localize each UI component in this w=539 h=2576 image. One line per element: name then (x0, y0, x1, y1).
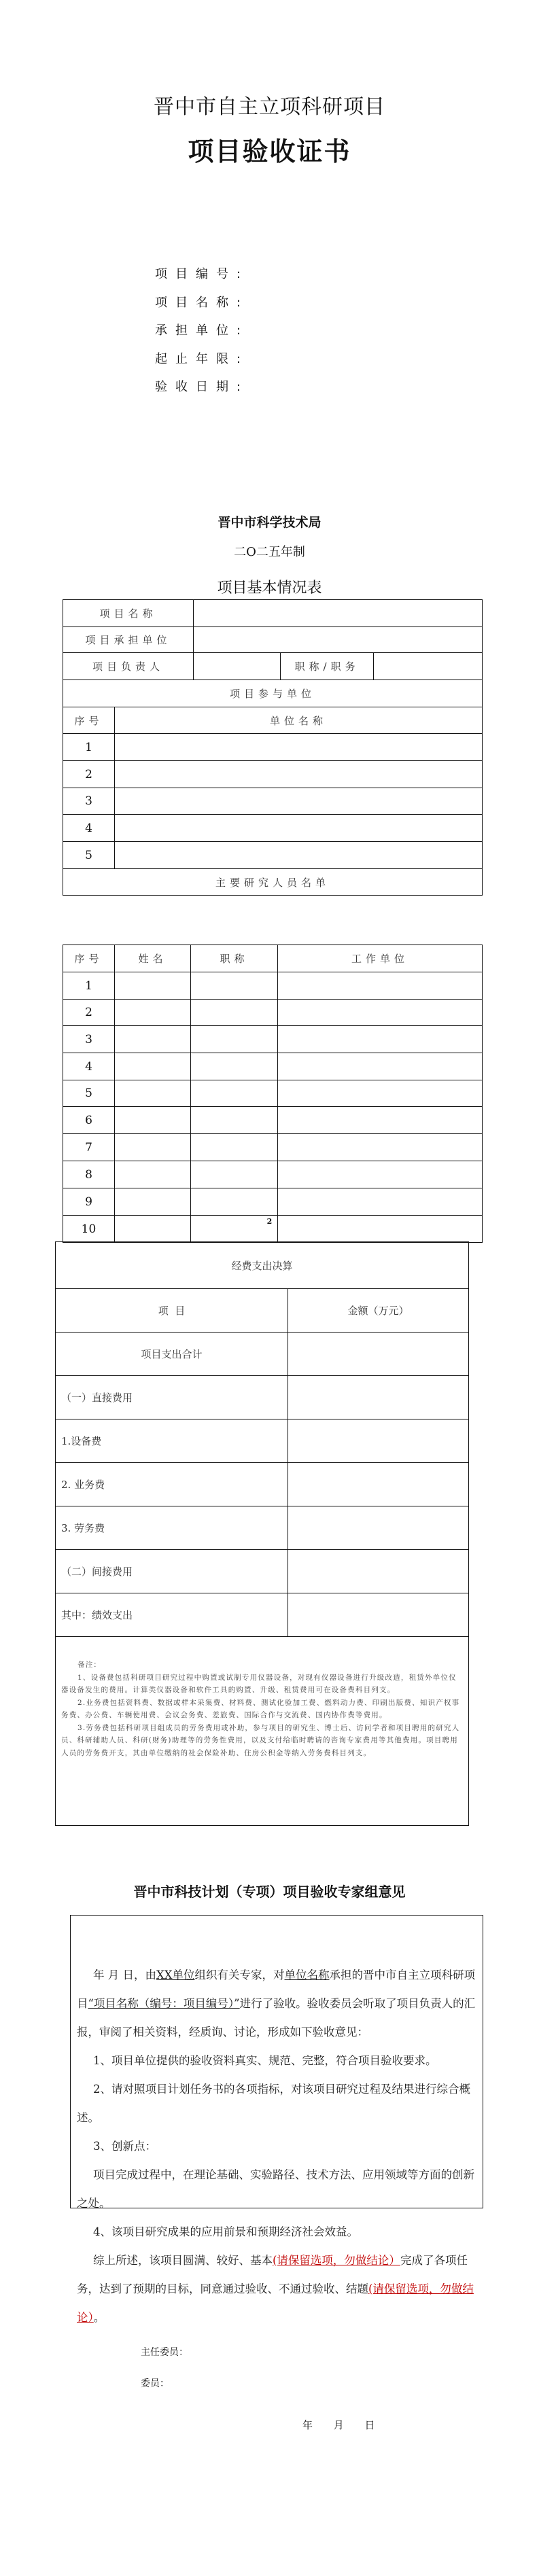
unit-name-cell[interactable] (115, 842, 483, 869)
item-label: 其中：绩效支出 (56, 1593, 288, 1637)
keep-options-note: (请保留选项，勿做结论） (77, 2282, 474, 2324)
member-signature-label: 委员： (141, 2378, 169, 2389)
name-cell[interactable] (115, 1134, 191, 1161)
staff-row (63, 1026, 483, 1053)
participant-row (63, 734, 483, 761)
expenditure-row (56, 1550, 469, 1593)
name-cell[interactable] (115, 1080, 191, 1107)
title-cell[interactable] (191, 1000, 278, 1026)
staff-header: 主要研究人员名单 (63, 869, 483, 896)
amount-cell[interactable] (288, 1593, 469, 1637)
amount-cell[interactable] (288, 1333, 469, 1376)
seq: 5 (63, 842, 115, 869)
col-workplace: 工作单位 (278, 945, 483, 972)
item-label: （二）间接费用 (56, 1550, 288, 1593)
unit-name-cell[interactable] (115, 788, 483, 815)
label-leader: 项目负责人 (63, 653, 194, 680)
seq: 4 (63, 1053, 115, 1080)
title-cell[interactable] (191, 1026, 278, 1053)
field-undertaking-unit (155, 321, 249, 338)
col-amount: 金额（万元） (288, 1289, 469, 1333)
opinion-title: 晋中市科技计划（专项）项目验收专家组意见 (133, 1884, 406, 1900)
workplace-cell[interactable] (278, 1000, 483, 1026)
intro-text: 年 月 日，由 (93, 1969, 156, 1981)
expenditure-row (56, 1333, 469, 1376)
value-project-unit[interactable] (194, 627, 483, 653)
workplace-cell[interactable] (278, 1026, 483, 1053)
seq: 7 (63, 1134, 115, 1161)
unit-name-cell[interactable] (115, 761, 483, 788)
row-project-name (63, 600, 483, 627)
participant-row (63, 761, 483, 788)
title-cell[interactable] (191, 1080, 278, 1107)
staff-row (63, 1000, 483, 1026)
seq: 9 (63, 1188, 115, 1216)
workplace-cell[interactable] (278, 1053, 483, 1080)
intro-text: 组织有关专家，对 (194, 1969, 285, 1981)
title-cell[interactable] (191, 1161, 278, 1188)
org-placeholder[interactable]: XX单位 (156, 1969, 195, 1981)
intro-text: 进行了验收。验收委员会听取了项目负责人的汇报，审阅了相关资料，经质询、讨论，形成如下验收意见： (77, 1997, 476, 2039)
staff-row (63, 972, 483, 1000)
summary-text: 完成了各项任务，达到了预期的目标，同意通过验收、不通过验收、结题 (77, 2254, 468, 2295)
expenditure-row (56, 1376, 469, 1419)
col-unit-name: 单位名称 (115, 707, 483, 734)
point-3-body: 项目完成过程中，在理论基础、实验路径、技术方法、应用领域等方面的创新之处。 (77, 2168, 474, 2210)
staff-table (63, 945, 483, 1243)
field-period (155, 349, 249, 367)
label-project-unit: 项目承担单位 (63, 627, 194, 653)
signature-date: 年 月 日 (302, 2419, 375, 2431)
staff-row (63, 1107, 483, 1134)
field-label: 验收日期: (155, 380, 249, 394)
name-cell[interactable] (115, 972, 191, 1000)
field-label: 项目编号: (155, 267, 249, 281)
name-cell[interactable] (115, 1000, 191, 1026)
item-label: 2. 业务费 (56, 1463, 288, 1506)
amount-cell[interactable] (288, 1463, 469, 1506)
seq: 10 (63, 1216, 115, 1243)
basic-info-table (63, 599, 483, 896)
col-seq: 序号 (63, 707, 115, 734)
note-2: 2.业务费包括资料费、数据或样本采集费、材料费、测试化验加工费、燃料动力费、印刷出版费、知识产权事务费、办公费、车辆使用费、会议会务费、差旅费、国际合作与交流费、国内协作费等费用。 (61, 1698, 460, 1719)
col-name: 姓名 (115, 945, 191, 972)
col-item: 项 目 (56, 1289, 288, 1333)
seq: 3 (63, 788, 115, 815)
item-label: （一）直接费用 (56, 1376, 288, 1419)
basic-info-title: 项目基本情况表 (217, 580, 322, 597)
notes-title: 备注： (77, 1661, 102, 1669)
opinion-body (77, 1961, 478, 2332)
workplace-cell[interactable] (278, 1188, 483, 1216)
participants-col-row (63, 707, 483, 734)
seq: 3 (63, 1026, 115, 1053)
expenditure-row (56, 1506, 469, 1550)
project-placeholder[interactable]: “项目名称（编号：项目编号）” (88, 1997, 240, 2010)
value-project-name[interactable] (194, 600, 483, 627)
point-4: 4、该项目研究成果的应用前景和预期经济社会效益。 (93, 2225, 358, 2238)
chair-signature-label: 主任委员： (141, 2347, 188, 2358)
name-cell[interactable] (115, 1188, 191, 1216)
workplace-cell[interactable] (278, 1134, 483, 1161)
page-number: 2 (266, 1217, 273, 1226)
seq: 6 (63, 1107, 115, 1134)
seq: 4 (63, 815, 115, 842)
expenditure-col-row (56, 1289, 469, 1333)
title-cell[interactable] (191, 1134, 278, 1161)
field-acceptance-date (155, 377, 249, 395)
point-2: 2、请对照项目计划任务书的各项指标，对该项目研究过程及结果进行综合概述。 (77, 2083, 470, 2124)
intro-text: 承担的晋中市自主立项科研项目 (77, 1969, 475, 2010)
amount-cell[interactable] (288, 1376, 469, 1419)
workplace-cell[interactable] (278, 972, 483, 1000)
notes-cell (56, 1637, 469, 1826)
row-project-unit (63, 627, 483, 653)
notes-row (56, 1637, 469, 1826)
item-label: 1.设备费 (56, 1419, 288, 1463)
unit-placeholder[interactable]: 单位名称 (284, 1969, 330, 1981)
expenditure-row (56, 1419, 469, 1463)
item-label: 3. 劳务费 (56, 1506, 288, 1550)
title-cell[interactable] (191, 1188, 278, 1216)
staff-row (63, 1188, 483, 1216)
field-label: 起止年限: (155, 352, 249, 366)
seq: 1 (63, 972, 115, 1000)
expenditure-title-row (56, 1242, 469, 1289)
expenditure-row (56, 1593, 469, 1637)
expenditure-row (56, 1463, 469, 1506)
unit-name-cell[interactable] (115, 815, 483, 842)
point-1: 1、项目单位提供的验收资料真实、规范、完整，符合项目验收要求。 (93, 2054, 437, 2067)
workplace-cell[interactable] (278, 1107, 483, 1134)
expenditure-title: 经费支出决算 (56, 1242, 469, 1289)
issuer: 晋中市科学技术局 (218, 515, 321, 530)
keep-options-note: (请保留选项，勿做结论） (273, 2254, 400, 2267)
unit-name-cell[interactable] (115, 734, 483, 761)
value-title-position[interactable] (374, 653, 483, 680)
field-label: 项目名称: (155, 296, 249, 310)
title-cell[interactable] (191, 1053, 278, 1080)
field-label: 承担单位: (155, 323, 249, 338)
amount-cell[interactable] (288, 1550, 469, 1593)
participants-header-row (63, 680, 483, 707)
cover-title: 项目验收证书 (188, 137, 351, 166)
seq: 5 (63, 1080, 115, 1107)
expenditure-table (55, 1241, 469, 1826)
field-project-number (155, 264, 249, 282)
workplace-cell[interactable] (278, 1161, 483, 1188)
participant-row (63, 842, 483, 869)
participants-header: 项目参与单位 (63, 680, 483, 707)
name-cell[interactable] (115, 1161, 191, 1188)
label-title-position: 职称/职务 (281, 653, 374, 680)
opinion-intro (77, 1961, 478, 2047)
col-seq: 序号 (63, 945, 115, 972)
staff-col-row (63, 945, 483, 972)
cover-subtitle: 晋中市自主立项科研项目 (154, 95, 385, 119)
seq: 8 (63, 1161, 115, 1188)
staff-row (63, 1161, 483, 1188)
item-label: 项目支出合计 (56, 1333, 288, 1376)
title-cell[interactable] (191, 1107, 278, 1134)
issue-year: 二O二五年制 (234, 545, 305, 559)
col-title: 职称 (191, 945, 278, 972)
title-cell[interactable] (191, 972, 278, 1000)
seq: 2 (63, 761, 115, 788)
label-project-name: 项目名称 (63, 600, 194, 627)
workplace-cell[interactable] (278, 1080, 483, 1107)
name-cell[interactable] (115, 1026, 191, 1053)
summary-text: 综上所述，该项目圆满、较好、基本 (93, 2254, 273, 2267)
note-3: 3.劳务费包括科研项目组成员的劳务费用或补助，参与项目的研究生、博士后、访问学者和项目聘用的研究人员、科研辅助人员、科研(财务)助理等的劳务性费用，以及支付给临时聘请的咨询专家费用等其他费用。项目聘用人员的劳务费开支，其由单位缴纳的社会保险补助、住房公积金等纳入劳务费科目列支。 (61, 1723, 460, 1757)
staff-row (63, 1053, 483, 1080)
participant-row (63, 788, 483, 815)
summary (77, 2246, 478, 2332)
field-project-name (155, 293, 249, 311)
name-cell[interactable] (115, 1107, 191, 1134)
seq: 2 (63, 1000, 115, 1026)
staff-header-row (63, 869, 483, 896)
amount-cell[interactable] (288, 1419, 469, 1463)
seq: 1 (63, 734, 115, 761)
summary-end: 。 (93, 2311, 105, 2324)
row-leader (63, 653, 483, 680)
staff-row (63, 1134, 483, 1161)
value-leader[interactable] (194, 653, 281, 680)
staff-row (63, 1080, 483, 1107)
name-cell[interactable] (115, 1053, 191, 1080)
amount-cell[interactable] (288, 1506, 469, 1550)
participant-row (63, 815, 483, 842)
point-3: 3、创新点： (93, 2140, 156, 2153)
note-1: 1、设备费包括科研项目研究过程中购置或试制专用仪器设备，对现有仪器设备进行升级改造，租赁外单位仪器设备发生的费用。计算类仪器设备和软件工具的购置、升级、租赁费用可在设备费科目列支。 (61, 1673, 457, 1694)
